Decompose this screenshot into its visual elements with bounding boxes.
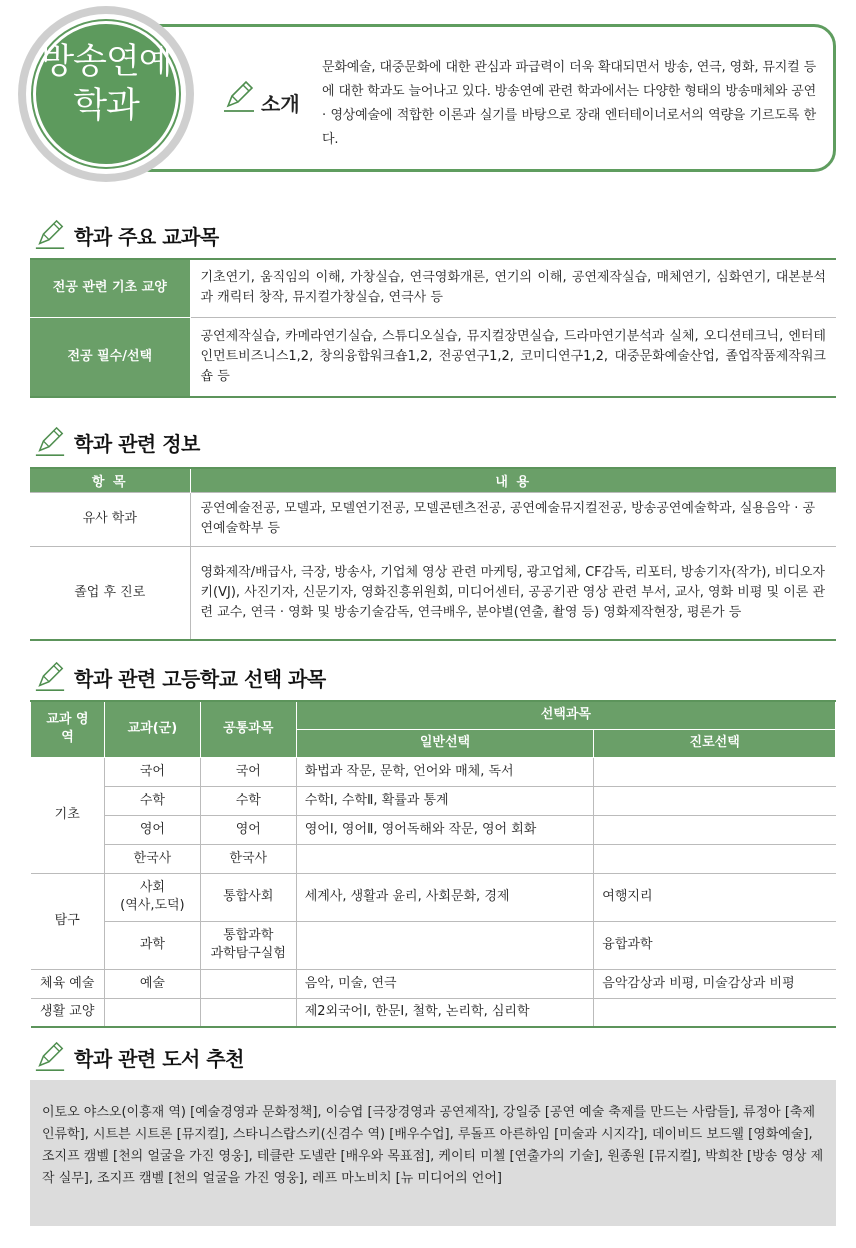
department-title-line1: 방송연예 xyxy=(40,42,172,82)
column-header: 일반선택 xyxy=(296,729,594,757)
column-header: 선택과목 xyxy=(296,701,835,729)
column-header: 교과(군) xyxy=(104,701,200,757)
group-cell: 예술 xyxy=(104,969,200,998)
column-header: 공통과목 xyxy=(200,701,296,757)
group-cell: 국어 xyxy=(104,757,200,786)
career-cell xyxy=(594,998,836,1027)
group-cell xyxy=(104,998,200,1027)
row-content: 영화제작/배급사, 극장, 방송사, 기업체 영상 관련 마케팅, 광고업체, CF감독, 리포터, 방송기자(작가), 비디오자키(VJ), 사진기자, 신문기자, 영화진흥위원회, 미디어센터, 공공기관 영상 관련 부서, 교사, 영화 비평 및 이론 관련 교수, 연극 · 영화 및 방송기술감독, 연극배우, 분야별(연출, 촬영 등) 영화제작현장, 평론가 등 xyxy=(190,546,836,640)
group-cell: 사회 (역사,도덕) xyxy=(104,873,200,921)
table-row xyxy=(30,259,836,317)
table-row xyxy=(31,844,836,873)
book-list-text: 이토오 야스오(이흥재 역) [예술경영과 문화정책], 이승엽 [극장경영과 공연제작], 강일중 [공연 예술 축제를 만드는 사람들], 류정아 [축제인류학], 시트븐 시트론 [뮤지컬], 스타니스랍스키(신겸수 역) [배우수업], 루돌프 아른하임 [미술과 시지각], 데이비드 보드웰 [영화예술], 조지프 캠벨 [천의 얼굴을 가진 영웅], 테클란 도넬란 [배우와 목표점], 케이티 미첼 [연출가의 기술], 원종원 [뮤지컬], 박희찬 [방송 영상 제작 실무], 조지프 캠벨 [천의 얼굴을 가진 영웅], 레프 마노비치 [뉴 미디어의 언어] xyxy=(42,1105,824,1186)
career-cell: 여행지리 xyxy=(594,873,836,921)
page-header xyxy=(0,0,856,200)
table-row xyxy=(31,969,836,998)
section-heading-highschool xyxy=(34,660,326,694)
general-cell xyxy=(296,844,594,873)
column-header: 진로선택 xyxy=(594,729,836,757)
general-cell: 화법과 작문, 문학, 언어와 매체, 독서 xyxy=(296,757,594,786)
general-cell: 영어Ⅰ, 영어Ⅱ, 영어독해와 작문, 영어 회화 xyxy=(296,815,594,844)
section-heading-courses xyxy=(34,218,219,252)
row-content: 기초연기, 움직임의 이해, 가창실습, 연극영화개론, 연기의 이해, 공연제작실습, 매체연기, 심화연기, 대본분석과 캐릭터 창작, 뮤지컬가창실습, 연극사 등 xyxy=(190,259,836,317)
row-header: 전공 필수/선택 xyxy=(30,317,190,397)
row-header: 전공 관련 기초 교양 xyxy=(30,259,190,317)
row-content: 공연제작실습, 카메라연기실습, 스튜디오실습, 뮤지컬장면실습, 드라마연기분석과 실체, 오디션테크닉, 엔터테인먼트비즈니스1,2, 창의융합워크숍1,2, 전공연구1,2, 코미디연구1,2, 대중문화예술산업, 졸업작품제작워크숍 등 xyxy=(190,317,836,397)
general-cell xyxy=(296,921,594,969)
section-title: 학과 관련 도서 추천 xyxy=(74,1046,244,1071)
group-cell: 한국사 xyxy=(104,844,200,873)
common-cell: 영어 xyxy=(200,815,296,844)
general-cell: 음악, 미술, 연극 xyxy=(296,969,594,998)
table-row xyxy=(31,873,836,921)
table-row xyxy=(31,757,836,786)
career-cell: 융합과학 xyxy=(594,921,836,969)
section-title: 학과 주요 교과목 xyxy=(74,224,219,249)
highschool-table xyxy=(30,700,836,1028)
general-cell: 세계사, 생활과 윤리, 사회문화, 경제 xyxy=(296,873,594,921)
area-cell: 체육 예술 xyxy=(31,969,105,998)
area-cell: 탐구 xyxy=(31,873,105,969)
section-heading-info xyxy=(34,425,200,459)
table-row xyxy=(31,786,836,815)
pencil-icon xyxy=(222,80,256,114)
row-content: 공연예술전공, 모델과, 모델연기전공, 모델콘텐츠전공, 공연예술뮤지컬전공, 방송공연예술학과, 실용음악 · 공연예술학부 등 xyxy=(190,492,836,546)
area-cell: 기초 xyxy=(31,757,105,873)
section-title: 학과 관련 정보 xyxy=(74,431,200,456)
career-cell: 음악감상과 비평, 미술감상과 비평 xyxy=(594,969,836,998)
group-cell: 수학 xyxy=(104,786,200,815)
department-title xyxy=(33,40,179,128)
column-header: 교과 영역 xyxy=(31,701,105,757)
intro-text: 문화예술, 대중문화에 대한 관심과 파급력이 더욱 확대되면서 방송, 연극, 영화, 뮤지컬 등에 대한 학과도 늘어나고 있다. 방송연예 관련 학과에서는 다양한 형태의 방송매체와 공연 · 영상예술에 적합한 이론과 실기를 바탕으로 장래 엔터테이너로서의 역량을 기르도록 한다. xyxy=(322,60,816,147)
area-cell: 생활 교양 xyxy=(31,998,105,1027)
column-header: 내 용 xyxy=(190,468,836,492)
table-header-row xyxy=(31,701,836,729)
common-cell: 수학 xyxy=(200,786,296,815)
table-row xyxy=(30,317,836,397)
table-header-row xyxy=(30,468,836,492)
group-cell: 영어 xyxy=(104,815,200,844)
group-cell: 과학 xyxy=(104,921,200,969)
column-header: 항 목 xyxy=(30,468,190,492)
table-row xyxy=(31,815,836,844)
career-cell xyxy=(594,815,836,844)
common-cell: 통합과학 과학탐구실험 xyxy=(200,921,296,969)
courses-table xyxy=(30,258,836,398)
pencil-icon xyxy=(34,426,66,458)
career-cell xyxy=(594,844,836,873)
row-header: 졸업 후 진로 xyxy=(30,546,190,640)
common-cell: 한국사 xyxy=(200,844,296,873)
pencil-icon xyxy=(34,1041,66,1073)
row-header: 유사 학과 xyxy=(30,492,190,546)
career-cell xyxy=(594,757,836,786)
pencil-icon xyxy=(34,661,66,693)
common-cell xyxy=(200,969,296,998)
section-heading-books xyxy=(34,1040,244,1074)
general-cell: 제2외국어Ⅰ, 한문Ⅰ, 철학, 논리학, 심리학 xyxy=(296,998,594,1027)
common-cell: 통합사회 xyxy=(200,873,296,921)
info-table xyxy=(30,467,836,641)
common-cell: 국어 xyxy=(200,757,296,786)
section-title: 학과 관련 고등학교 선택 과목 xyxy=(74,666,326,691)
table-row xyxy=(31,998,836,1027)
table-row xyxy=(31,921,836,969)
career-cell xyxy=(594,786,836,815)
general-cell: 수학Ⅰ, 수학Ⅱ, 확률과 통계 xyxy=(296,786,594,815)
book-recommendations xyxy=(30,1080,836,1226)
table-row xyxy=(30,546,836,640)
department-title-line2: 학과 xyxy=(73,86,139,126)
intro-label: 소개 xyxy=(261,92,300,116)
table-row xyxy=(30,492,836,546)
pencil-icon xyxy=(34,219,66,251)
common-cell xyxy=(200,998,296,1027)
